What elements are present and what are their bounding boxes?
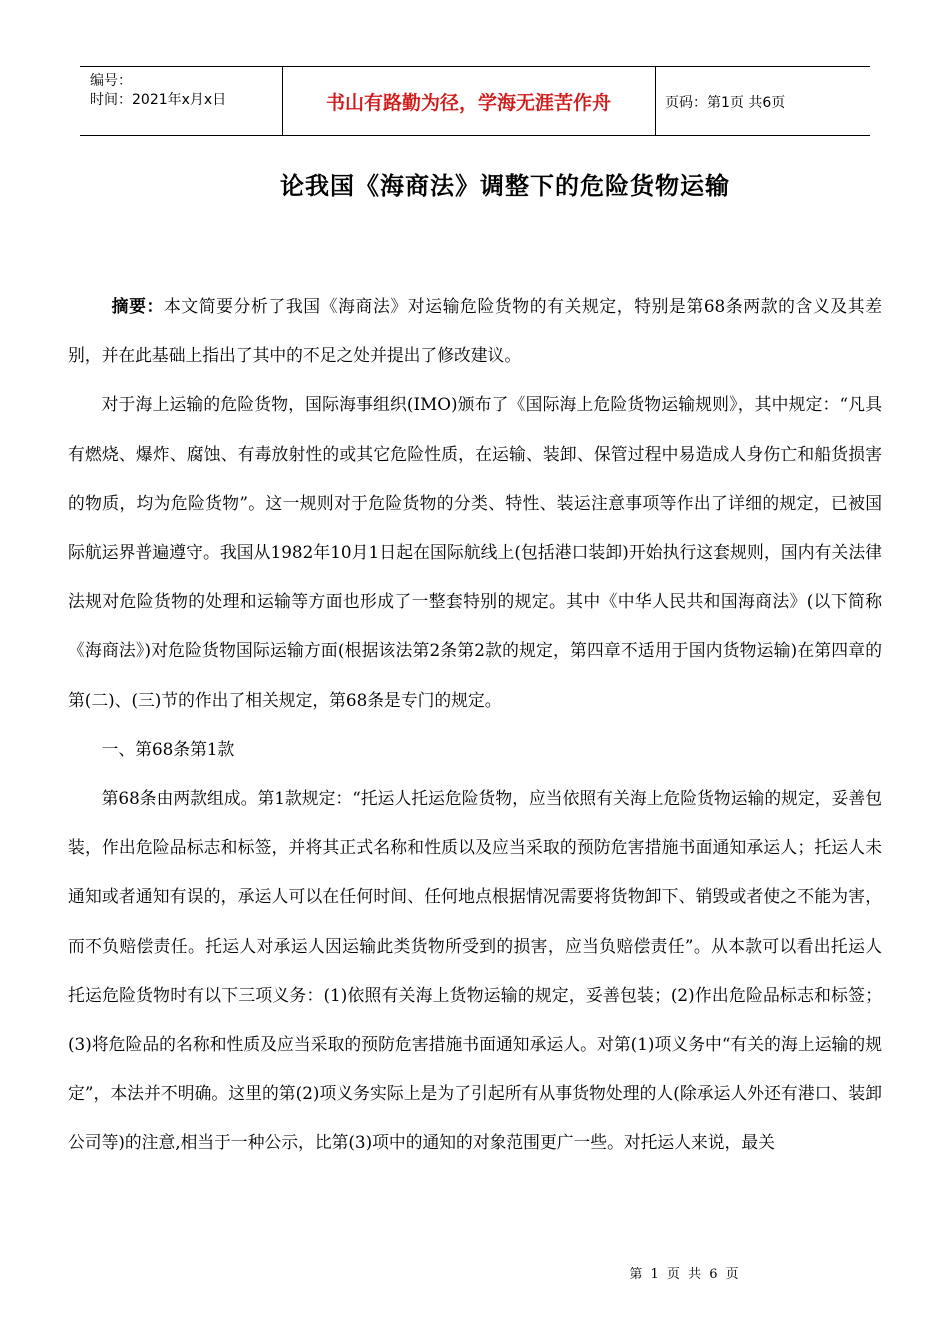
section-heading: 一、第68条第1款 <box>101 738 235 759</box>
header-divider <box>655 66 656 136</box>
abstract-label: 摘要： <box>111 296 164 316</box>
serial-label: 编号： <box>90 73 132 89</box>
header-table <box>80 66 870 136</box>
document-title: 论我国《海商法》调整下的危险货物运输 <box>280 172 730 200</box>
page-footer: 第 1 页 共 6 页 <box>629 1267 741 1282</box>
body-paragraph: 第68条由两款组成。第1款规定：“托运人托运危险货物，应当依照有关海上危险货物运输的规定，妥善包装，作出危险品标志和标签，并将其正式名称和性质以及应当采取的预防危害措施书面通知承运人；托运人未通知或者通知有误的，承运人可以在任何时间、任何地点根据情况需要将货物卸下、销毁或者使之不能为害，而不负赔偿责任。托运人对承运人因运输此类货物所受到的损害，应当负赔偿责任”。从本款可以看出托运人托运危险货物时有以下三项义务：(1)依照有关海上货物运输的规定，妥善包装；(2)作出危险品标志和标签；(3)将危险品的名称和性质及应当采取的预防危害措施书面通知承运人。对第(1)项义务中“有关的海上运输的规定”，本法并不明确。这里的第(2)项义务实际上是为了引起所有从事货物处理的人(除承运人外还有港口、装卸公司等)的注意,相当于一种公示，比第(3)项中的通知的对象范围更广一些。对托运人来说，最关 <box>68 788 882 1153</box>
header-motto: 书山有路勤为径，学海无涯苦作舟 <box>325 91 611 114</box>
document-body <box>68 282 882 1168</box>
abstract-text: 本文简要分析了我国《海商法》对运输危险货物的有关规定，特别是第68条两款的含义及其差别，并在此基础上指出了其中的不足之处并提出了修改建议。 <box>68 296 882 366</box>
header-meta <box>90 72 226 110</box>
body-paragraph: 对于海上运输的危险货物，国际海事组织(IMO)颁布了《国际海上危险货物运输规则》，其中规定：“凡具有燃烧、爆炸、腐蚀、有毒放射性的或其它危险性质，在运输、装卸、保管过程中易造成人身伤亡和船货损害的物质，均为危险货物”。这一规则对于危险货物的分类、特性、装运注意事项等作出了详细的规定，已被国际航运界普遍遵守。我国从1982年10月1日起在国际航线上(包括港口装卸)开始执行这套规则，国内有关法律法规对危险货物的处理和运输等方面也形成了一整套特别的规定。其中《中华人民共和国海商法》(以下简称《海商法》)对危险货物国际运输方面(根据该法第2条第2款的规定，第四章不适用于国内货物运输)在第四章的第(二)、(三)节的作出了相关规定，第68条是专门的规定。 <box>68 394 882 710</box>
abstract-paragraph <box>68 282 882 380</box>
header-page-info: 页码：第1页 共6页 <box>665 95 786 111</box>
date-label: 时间：2021年x月x日 <box>90 92 227 108</box>
